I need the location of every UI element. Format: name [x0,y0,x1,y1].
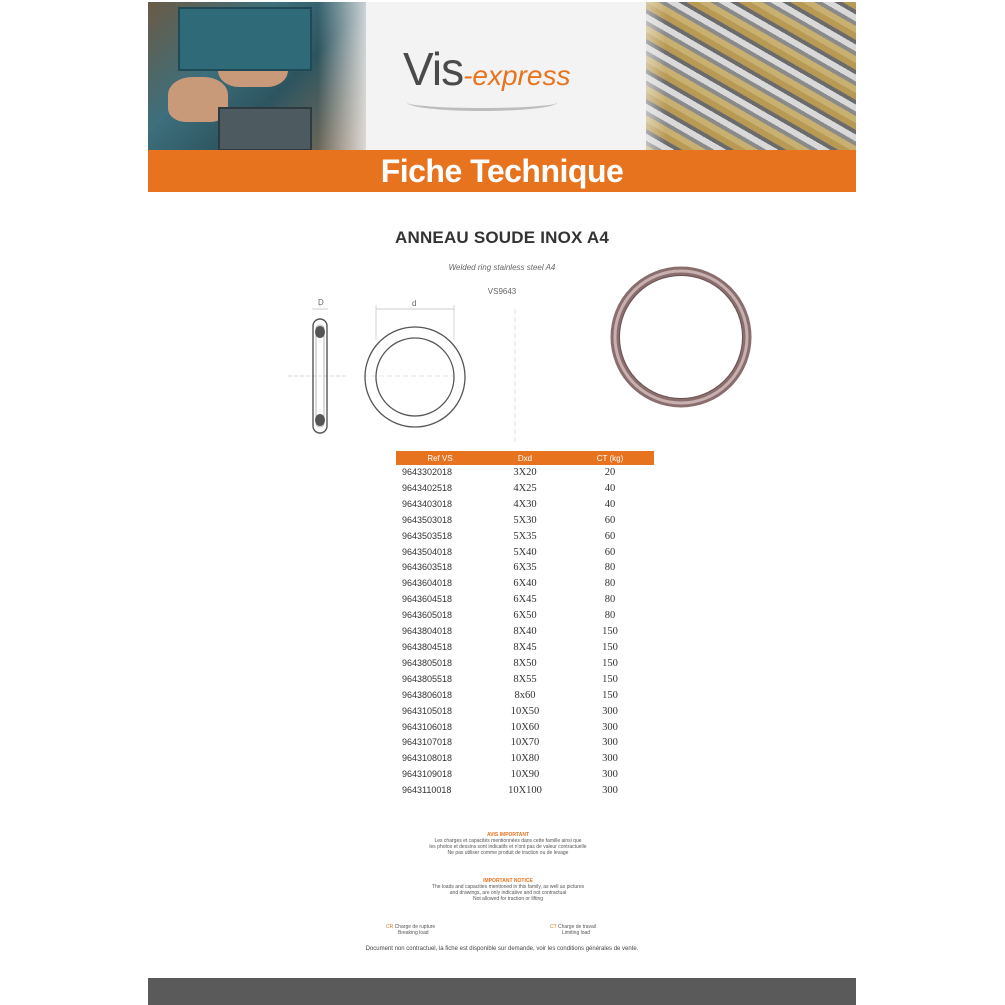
cell-dxd: 8X55 [513,673,537,685]
cell-ct: 80 [604,594,616,606]
cell-ct: 40 [604,482,616,494]
logo-express: -express [463,60,571,91]
cell-dxd: 10X60 [510,721,540,733]
product-table [396,451,654,799]
cell-dxd: 10X100 [508,785,542,797]
table-row [396,704,654,720]
cell-ct: 150 [602,641,618,653]
cell-dxd: 5X35 [513,530,537,542]
cell-ct: 40 [604,498,616,510]
logo-vis: Vis [403,43,464,95]
table-row [396,465,654,481]
cell-ref: 9643804018 [402,626,453,637]
legend-breaking-load [386,924,435,936]
cell-ref: 9643106018 [402,721,453,732]
cell-dxd: 5X40 [513,546,537,558]
product-subtitle: Welded ring stainless steel A4 [448,263,556,272]
notice-fr-line: les photos et dessins sont indicatifs et n'ont pas de valeur contractuelle [429,844,587,850]
notice-en [378,878,638,902]
table-row [396,608,654,624]
cell-ct: 300 [602,705,618,717]
technical-sheet [148,0,856,1005]
notice-fr [378,832,638,856]
cell-dxd: 6X45 [513,594,537,606]
table-row [396,767,654,783]
cell-ct: 80 [604,610,616,622]
cell-dxd: 10X90 [510,769,540,781]
cell-dxd: 6X50 [513,610,537,622]
table-row [396,783,654,799]
cell-ct: 300 [602,769,618,781]
cell-ref: 9643403018 [402,498,453,509]
table-row [396,545,654,561]
header [148,2,856,152]
notice-fr-line: Les charges et capacités mentionnées dans cette famille ainsi que [434,838,582,844]
cell-dxd: 5X30 [513,514,537,526]
footer-bar [148,978,856,1005]
cell-ct: 150 [602,673,618,685]
table-row [396,529,654,545]
cell-ref: 9643603518 [402,562,453,573]
table-row [396,481,654,497]
cell-ct: 300 [602,753,618,765]
notice-en-line: and drawings, are only indicative and not contractual [449,890,567,896]
legend-mark-cr: CR [386,924,394,930]
cell-ref: 9643504018 [402,546,453,557]
cell-ref: 9643105018 [402,705,453,716]
disclaimer: Document non contractuel, la fiche est disponible sur demande, voir les conditions générales de vente. [365,946,639,952]
table-row [396,640,654,656]
cell-ct: 20 [604,467,616,478]
label-d: d [412,299,417,308]
logo-swoosh [407,94,557,111]
table-row [396,497,654,513]
technical-drawing [288,295,618,445]
product-title: ANNEAU SOUDE INOX A4 [394,228,609,247]
header-fade-right [626,2,666,152]
cell-ref: 9643804518 [402,641,453,652]
cell-ref: 9643503018 [402,514,453,525]
cell-dxd: 10X70 [510,737,540,749]
cell-dxd: 6X40 [513,578,537,590]
cell-ct: 150 [602,657,618,669]
legend-mark-ct: CT [550,924,557,930]
header-fade-left [318,2,378,152]
notice-fr-line: Ne pas utiliser comme produit de traction ou de levage [447,850,569,856]
table-row [396,751,654,767]
label-d1: D [318,298,324,307]
cell-ct: 150 [602,689,618,701]
cell-ct: 300 [602,785,618,797]
cell-ref: 9643109018 [402,769,453,780]
cell-ref: 9643108018 [402,753,453,764]
table-row [396,735,654,751]
cell-ref: 9643805018 [402,657,453,668]
brand-logo [403,42,570,96]
table-row [396,624,654,640]
cell-ref: 9643302018 [402,467,453,477]
cell-dxd: 10X50 [510,705,540,717]
header-dxd: Dxd [484,451,566,465]
cell-dxd: 3X20 [513,467,537,478]
cell-ct: 300 [602,737,618,749]
ring-side-view [288,298,348,433]
cell-ct: 80 [604,562,616,574]
table-row [396,656,654,672]
cell-ref: 9643107018 [402,737,453,748]
ring-front-view [363,299,515,445]
cell-ref: 9643503518 [402,530,453,541]
table-row [396,513,654,529]
table-row [396,720,654,736]
table-row [396,688,654,704]
parts-tray [218,107,312,151]
cell-dxd: 8X50 [513,657,537,669]
table-body [396,465,654,799]
legend-cr-fr: Charge de rupture [394,924,436,930]
legend-cr-en: Breaking load [398,930,429,936]
cell-dxd: 8X40 [513,626,537,638]
header-ct: CT (kg) [566,451,654,465]
screws-photo [646,2,856,152]
table-row [396,592,654,608]
cell-dxd: 8X45 [513,641,537,653]
cell-dxd: 10X80 [510,753,540,765]
cell-ct: 60 [604,514,616,526]
cell-ct: 60 [604,530,616,542]
cell-dxd: 8x60 [514,689,536,701]
legend-ct-fr: Charge de travail [557,924,597,930]
header-ref: Ref VS [396,451,484,465]
cell-ct: 60 [604,546,616,558]
cell-ref: 9643806018 [402,689,453,700]
table-header-row [396,451,654,465]
notice-en-line: The loads and capacities mentioned in this family, as well as pictures [431,884,585,890]
cell-ct: 150 [602,626,618,638]
ring-photo [608,264,758,414]
cell-dxd: 6X35 [513,562,537,574]
parts-box [178,7,312,71]
cell-ref: 9643604518 [402,594,453,605]
table-row [396,576,654,592]
product-code: VS9643 [487,287,517,296]
cell-ref: 9643605018 [402,610,453,621]
notice-fr-title: AVIS IMPORTANT [486,832,530,838]
table-row [396,560,654,576]
banner-title: Fiche Technique [148,150,856,192]
legend-ct-en: Limiting load [562,930,591,936]
cell-ct: 80 [604,578,616,590]
cell-ref: 9643604018 [402,578,453,589]
cell-dxd: 4X25 [513,482,537,494]
notice-en-line: Not allowed for traction or lifting [472,896,544,902]
legend-limiting-load [550,924,596,936]
cell-ref: 9643805518 [402,673,453,684]
cell-dxd: 4X30 [513,498,537,510]
cell-ref: 9643402518 [402,482,453,493]
cell-ct: 300 [602,721,618,733]
notice-en-title: IMPORTANT NOTICE [483,878,533,884]
table-row [396,672,654,688]
cell-ref: 9643110018 [402,785,452,796]
